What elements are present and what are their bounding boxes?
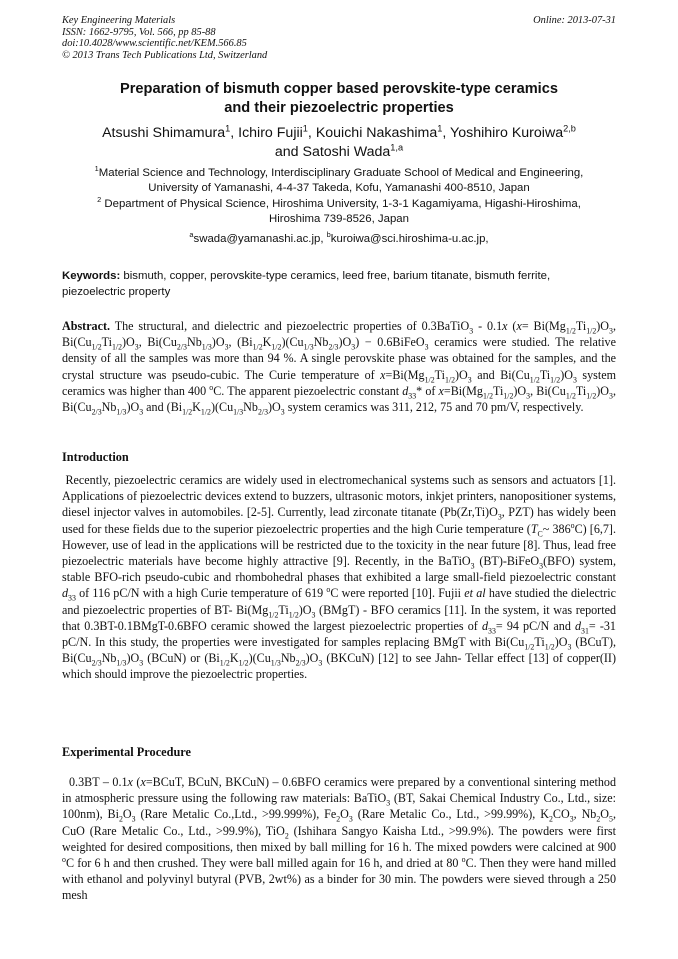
author-separator: , [307,125,316,141]
email-line [62,232,616,247]
author-name: Atsushi Shimamura [102,125,226,141]
author-affil-mark: 2,b [563,123,576,134]
email-mark: b [326,230,331,240]
affiliation-number: 2 [97,195,102,205]
keywords-label: Keywords: [62,270,121,282]
author-affil-mark: 1,a [390,142,404,153]
keywords [62,268,616,300]
author-name: Ichiro Fujii [238,125,303,141]
abstract [62,318,616,415]
author-name: Kouichi Nakashima [315,125,438,141]
affiliation-number: 1 [94,164,99,174]
experimental-text: 0.3BT – 0.1x (x=BCuT, BCuN, BKCuN) – 0.6BFO ceramics were prepared by a conventional sintering method in atmospheric pressure using the following raw materials: BaTiO$_3$ (BT, Sakai Chemical Industry Co., Ltd., size: 100nm), $Bi_2O_3$ (Rare Metalic Co.,Ltd., >99.999%), $Fe_2O_3$ (Rare Metalic Co., Ltd., >99.99%), $K_2CO_3$, $Nb_2O_5$, CuO (Rare Metalic Co., Ltd., >99.9%), TiO$_2$ (Ishihara Sangyo Kaisha Ltd., >99.9%). The powders were first weighted for desired compositions, then mixed by ball milling for 16 h. The mixed powders were calcined at 900 $^o$C for 6 h and then crushed. They were ball milled again for 16 h, and dried at 80 $^o$C. Then they were hand milled with ethanol and polyvinyl butyral (PVB, 2wt%) as a binder for 30 min. The powders were sieved through a 250 mesh [62,775,616,903]
affiliation-2 [62,197,616,212]
abstract-label: Abstract. [62,319,111,333]
author-list [62,124,616,162]
affiliation-1-cont: University of Yamanashi, 4-4-37 Takeda, Kofu, Yamanashi 400-8510, Japan [148,182,530,195]
section-heading-experimental: Experimental Procedure [62,745,191,759]
author-separator: , [442,125,451,141]
issn-line: ISSN: 1662-9795, Vol. 566, pp 85-88 [62,26,216,38]
section-heading-introduction: Introduction [62,450,129,464]
copyright-line: © 2013 Trans Tech Publications Ltd, Switzerland [62,49,268,61]
title-line-1: Preparation of bismuth copper based perovskite-type ceramics [120,81,558,97]
journal-name: Key Engineering Materials [62,15,176,26]
title-line-2: and their piezoelectric properties [224,100,454,116]
journal-header [62,15,616,61]
paper-title [62,80,616,118]
introduction-text: Recently, piezoelectric ceramics are widely used in electromechanical systems such as sensors and actuators [1]. Applications of piezoelectric devices extend to buzzers, ultrasonic motors, inkjet printers, nanopositioner systems, diesel injector valves in automobiles. [2-5]. Currently, lead zirconate titanate ($Pb(Zr,Ti)O_3$, PZT) has widely been used for these fields due to the superior piezoelectric properties and the high Curie temperature ($T_C\sim$ 386$^o$C) [6,7]. However, use of lead in the applications will be restricted due to the toxicity in the near future [8]. Thus, lead free piezoelectric materials have become highly attractive [9]. Recently, in the BaTiO$_3$ (BT)-BiFeO$_3$(BFO) system, stable BFO-rich pseudo-cubic and rhombohedral phases that exhibited a large small-field piezoelectric constant $d_{33}$ of 116 pC/N with a high Curie temperature of 619 $^o$C were reported [10]. Fujii et al have studied the dielectric and piezoelectric properties of BT- $Bi(Mg_{1/2}Ti_{1/2})O_3$ (BMgT) - BFO ceramics [11]. In the system, it was reported that 0.3BT-0.1BMgT-0.6BFO ceramic showed the largest piezoelectric properties of $d_{33}= 94$ pC/N and $d_{31}= -31$ pC/N. In this study, the properties were investigated for samples replacing BMgT with $Bi(Cu_{1/2}Ti_{1/2})O_3$ (BCuT), $Bi(Cu_{2/3}Nb_{1/3})O_3$ (BCuN) or $(Bi_{1/2}K_{1/2})(Cu_{1/3}Nb_{2/3})O_3$ (BKCuN) [12] to see Jahn- Tellar effect [13] of copper(II) which should improve the piezoelectric properties. [62,473,616,682]
author-name: and Satoshi Wada [274,144,391,160]
author-affil-mark: 1 [225,123,231,134]
affiliations [62,166,616,228]
affiliation-text: Department of Physical Science, Hiroshima University, 1-3-1 Kagamiyama, Higashi-Hiroshima, [101,197,581,210]
keywords-text: bismuth, copper, perovskite-type ceramics, leed free, barium titanate, bismuth ferrite, piezoelectric property [62,270,551,298]
email-mark: a [189,230,194,240]
email-link[interactable]: kuroiwa@sci.hiroshima-u.ac.jp, [330,233,489,245]
affiliation-text: Material Science and Technology, Interdisciplinary Graduate School of Medical and Engineering, [98,167,584,179]
doi-line: doi:10.4028/www.scientific.net/KEM.566.85 [62,38,247,50]
author-separator: , [230,125,239,141]
email-link[interactable]: swada@yamanashi.ac.jp, [193,233,327,245]
author-affil-mark: 1 [302,123,308,134]
affiliation-2-cont: Hiroshima 739-8526, Japan [269,213,409,226]
online-date: Online: 2013-07-31 [533,15,616,26]
author-affil-mark: 1 [437,123,443,134]
abstract-text: The structural, and dielectric and piezoelectric properties of 0.3BaTiO$_3$ - 0.1x ($x= Bi(Mg_{1/2}Ti_{1/2})O_3$, $Bi(Cu_{1/2}Ti_{1/2})O_3$, $Bi(Cu_{2/3}Nb_{1/3})O_3$, $(Bi_{1/2}K_{1/2})(Cu_{1/3}Nb_{2/3})O_3$) − 0.6BiFeO$_3$ ceramics were studied. The relative density of all the samples was more than 94 %. A single perovskite phase was obtained for the samples, and the crystal structure was pseudo-cubic. The Curie temperature of $x=Bi(Mg_{1/2}Ti_{1/2})O_3$ and $Bi(Cu_{1/2}Ti_{1/2})O_3$ system ceramics was higher than 400 $^o$C. The apparent piezoelectric constant $d_{33}*$ of $x=Bi(Mg_{1/2}Ti_{1/2})O_3$, $Bi(Cu_{1/2}Ti_{1/2})O_3$, $Bi(Cu_{2/3}Nb_{1/3})O_3$ and $(Bi_{1/2}K_{1/2})(Cu_{1/3}Nb_{2/3})O_3$ system ceramics was 311, 212, 75 and 70 pm/V, respectively. [62,319,617,417]
author-name: Yoshihiro Kuroiwa [450,125,564,141]
affiliation-1 [62,166,616,181]
